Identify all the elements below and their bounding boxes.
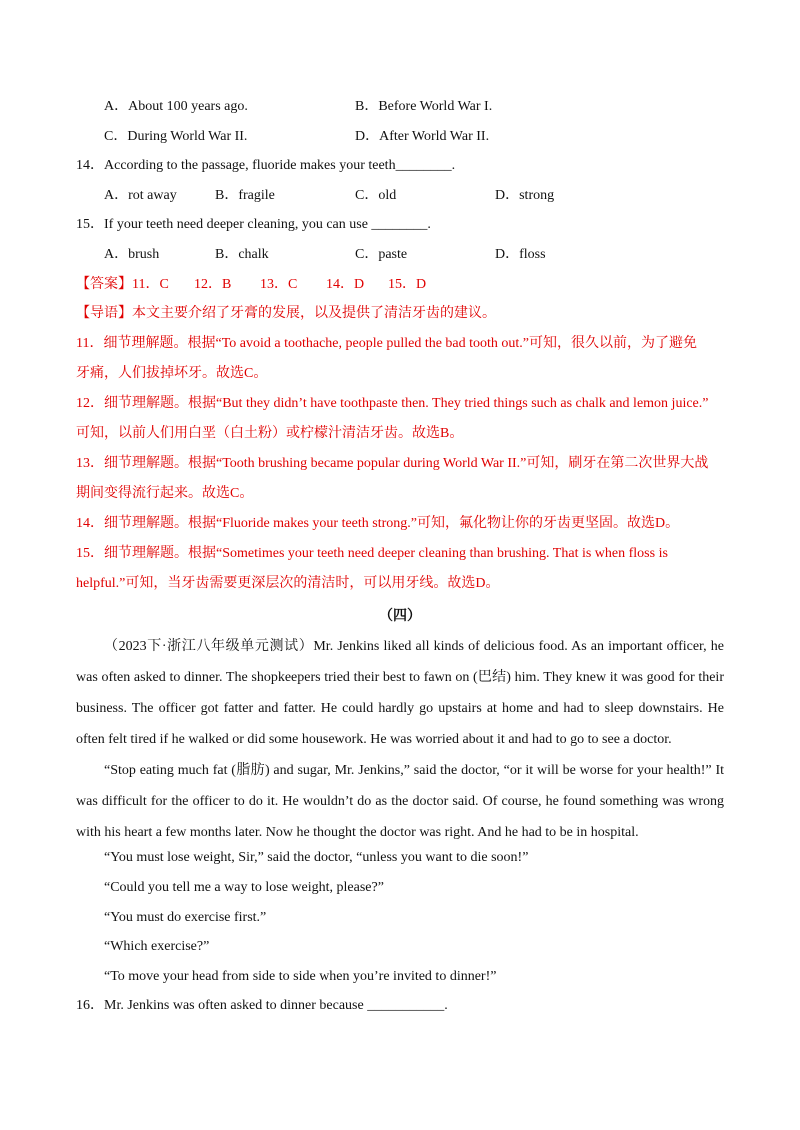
- dialogue-line-2: “Could you tell me a way to lose weight, please?”: [104, 880, 384, 895]
- answer-13: 13．C: [260, 277, 298, 292]
- dialogue-line-3: “You must do exercise first.”: [104, 910, 267, 925]
- q14-option-a[interactable]: A．rot away: [104, 188, 177, 203]
- passage-paragraph-2: “Stop eating much fat (脂肪) and sugar, Mr. Jenkins,” said the doctor, “or it will be worse for your health!” It was difficult for the officer to do it. He wouldn’t do as the doctor said. Of course, he found something was wrong with his heart a few months later. Now he thought the doctor was right. And he had to be in hospital.: [76, 763, 724, 840]
- answer-15: 15．D: [388, 277, 427, 292]
- q13-option-b[interactable]: B．Before World War I.: [355, 99, 493, 114]
- q15-stem: 15．If your teeth need deeper cleaning, you can use ________.: [76, 217, 431, 232]
- q14-stem: 14．According to the passage, fluoride makes your teeth________.: [76, 158, 456, 173]
- explanation-15-line2: helpful.”可知，当牙齿需要更深层次的清洁时，可以用牙线。故选D。: [76, 576, 500, 591]
- dialogue-line-5: “To move your head from side to side when you’re invited to dinner!”: [104, 969, 497, 984]
- explanation-11-line2: 牙痛，人们拔掉坏牙。故选C。: [76, 366, 268, 381]
- dialogue-line-4: “Which exercise?”: [104, 939, 210, 954]
- answer-14: 14．D: [326, 277, 365, 292]
- q13-option-c[interactable]: C．During World War II.: [104, 129, 248, 144]
- explanation-11-line1: 11．细节理解题。根据“To avoid a toothache, people pulled the bad tooth out.”可知，很久以前，为了避免: [76, 336, 698, 351]
- passage-paragraph-1: （2023下·浙江八年级单元测试）Mr. Jenkins liked all kinds of delicious food. As an important officer, he was often asked to dinner. The shopkeepers tried their best to fawn on (巴结) him. They knew it was good for their business. The officer got fatter and fatter. He could hardly go upstairs at home and had to sleep downstairs. He often felt tired if he walked or did some housework. He was worried about it and had to go to see a doctor.: [76, 639, 724, 747]
- answer-key: [76, 276, 426, 294]
- explanation-13-line1: 13．细节理解题。根据“Tooth brushing became popular during World War II.”可知，刷牙在第二次世界大战: [76, 456, 709, 471]
- q14-option-d[interactable]: D．strong: [495, 188, 555, 203]
- answer-label: 【答案】: [76, 277, 132, 292]
- q14-option-b[interactable]: B．fragile: [215, 188, 275, 203]
- q15-option-b[interactable]: B．chalk: [215, 247, 269, 262]
- explanation-12-line1: 12．细节理解题。根据“But they didn’t have toothpaste then. They tried things such as chalk and lemon juice.”: [76, 396, 709, 411]
- q16-stem: 16．Mr. Jenkins was often asked to dinner because ___________.: [76, 998, 448, 1013]
- q15-option-a[interactable]: A．brush: [104, 247, 160, 262]
- explanation-13-line2: 期间变得流行起来。故选C。: [76, 486, 254, 501]
- explanation-12-line2: 可知，以前人们用白垩（白土粉）或柠檬汁清洁牙齿。故选B。: [76, 426, 464, 441]
- q14-option-c[interactable]: C．old: [355, 188, 397, 203]
- section-title: （四）: [379, 609, 421, 624]
- answer-12: 12．B: [194, 277, 232, 292]
- guide-text: 【导语】本文主要介绍了牙膏的发展，以及提供了清洁牙齿的建议。: [76, 306, 496, 321]
- q15-option-d[interactable]: D．floss: [495, 247, 546, 262]
- q13-option-d[interactable]: D．After World War II.: [355, 129, 490, 144]
- explanation-14-line1: 14．细节理解题。根据“Fluoride makes your teeth strong.”可知，氟化物让你的牙齿更坚固。故选D。: [76, 516, 680, 531]
- dialogue-line-1: “You must lose weight, Sir,” said the doctor, “unless you want to die soon!”: [104, 850, 529, 865]
- explanation-15-line1: 15．细节理解题。根据“Sometimes your teeth need deeper cleaning than brushing. That is when floss is: [76, 546, 668, 561]
- q13-option-a[interactable]: A．About 100 years ago.: [104, 99, 248, 114]
- answer-11: 11．C: [132, 277, 169, 292]
- q15-option-c[interactable]: C．paste: [355, 247, 408, 262]
